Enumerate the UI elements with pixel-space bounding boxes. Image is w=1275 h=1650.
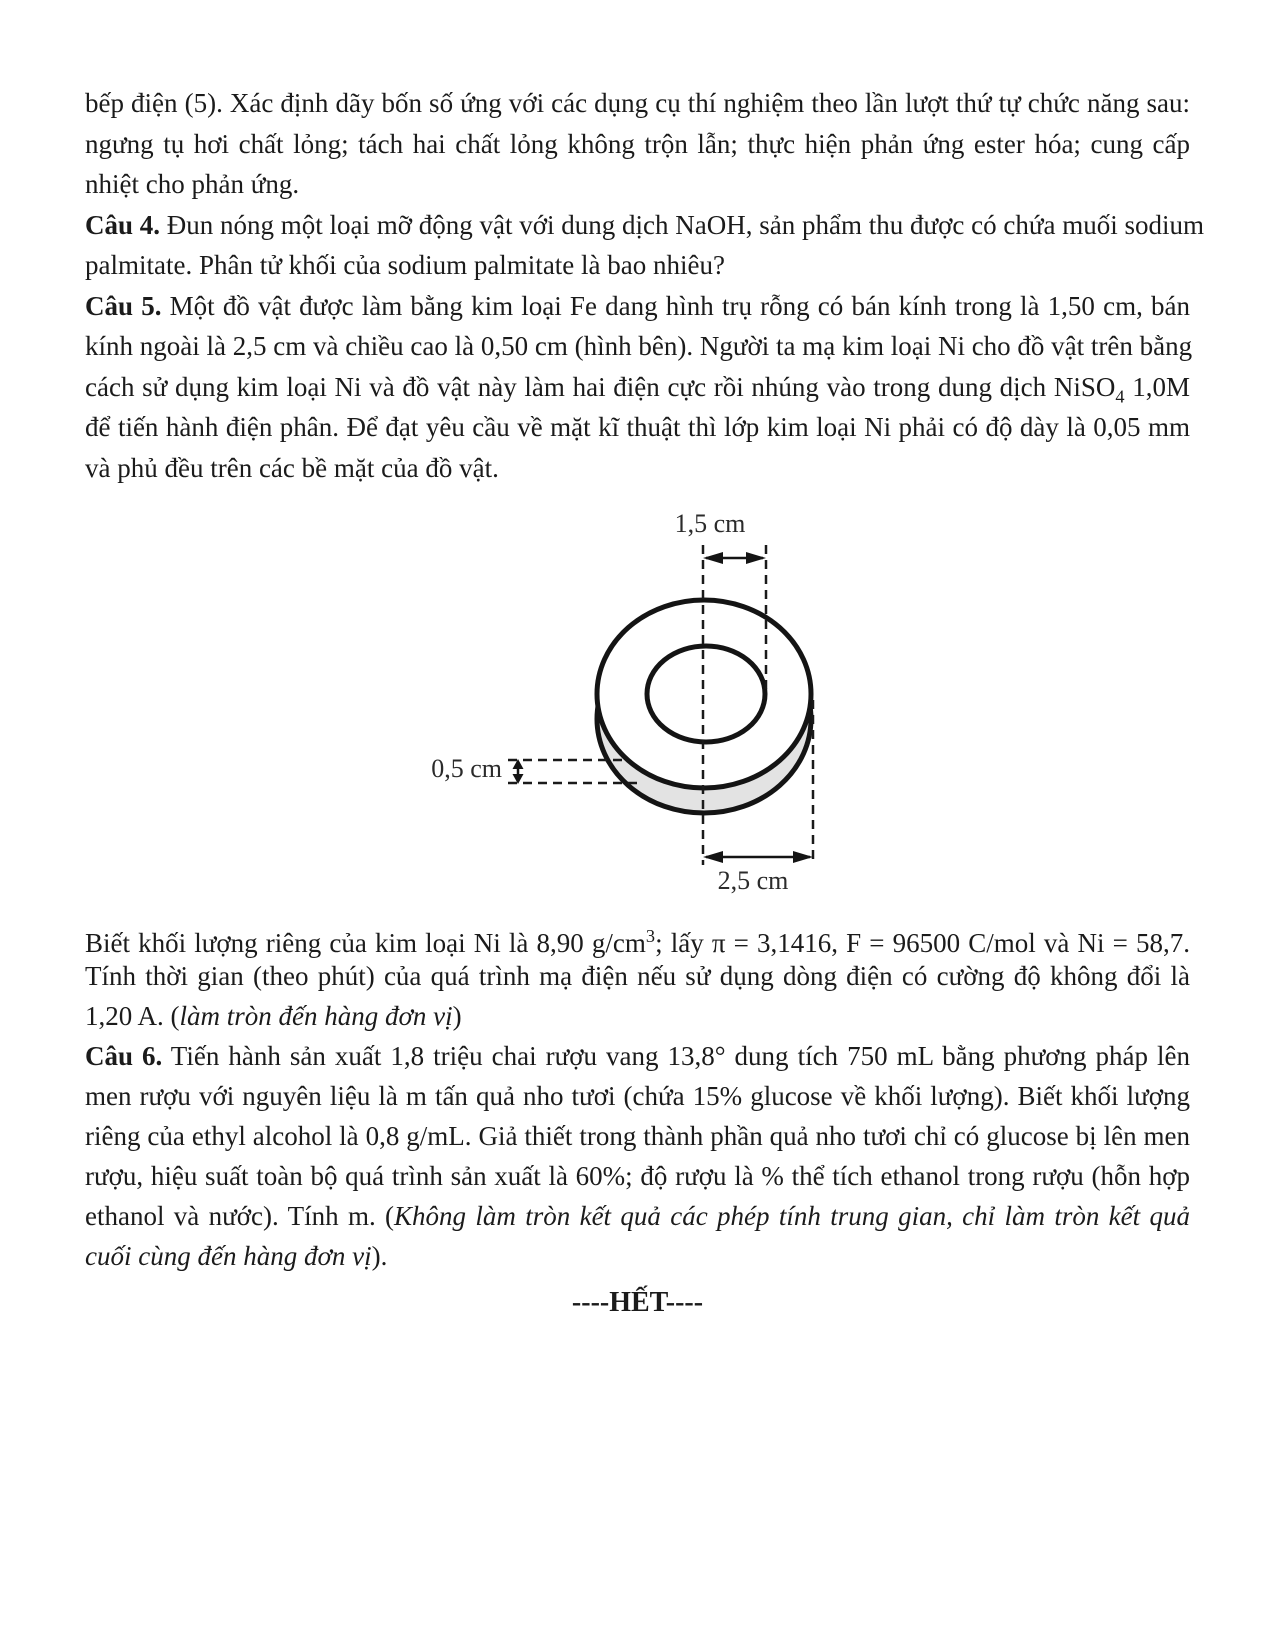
paragraph-text: Đun nóng một loại mỡ động vật với dung dịch NaOH, sản phẩm thu được có chứa muối sodium bbox=[160, 209, 1204, 240]
dim-label-inner-radius: 1,5 cm bbox=[674, 509, 746, 538]
text-line bbox=[85, 956, 1190, 996]
rounding-note-italic: Không làm tròn kết quả các phép tính trung gian, chỉ làm tròn kết quả bbox=[394, 1201, 1190, 1231]
text-line bbox=[85, 124, 1190, 165]
paragraph-text: Biết khối lượng riêng của kim loại Ni là 8,90 g/cm bbox=[85, 928, 646, 958]
arrowhead-right-icon bbox=[746, 552, 766, 564]
text-block-lower bbox=[85, 916, 1190, 1276]
arrowhead-right-icon bbox=[793, 851, 813, 863]
arrowhead-left-icon bbox=[703, 552, 723, 564]
text-line bbox=[85, 1076, 1190, 1116]
dim-label-outer-radius: 2,5 cm bbox=[717, 866, 789, 895]
paragraph-text: riêng của ethyl alcohol là 0,8 g/mL. Giả thiết trong thành phần quả nho tươi chỉ có glucose bị lên men bbox=[85, 1121, 1190, 1151]
paragraph-text: ethanol và nước). Tính m. ( bbox=[85, 1201, 395, 1231]
paragraph-text: bếp điện (5). Xác định dãy bốn số ứng với các dụng cụ thí nghiệm theo lần lượt thứ tự chức năng sau: bbox=[85, 88, 1190, 118]
text-line bbox=[85, 1196, 1190, 1236]
paragraph-text: và phủ đều trên các bề mặt của đồ vật. bbox=[85, 452, 499, 483]
text-line bbox=[85, 1116, 1190, 1156]
paragraph-text: 1,0M bbox=[1124, 371, 1190, 402]
question-4-label: Câu 4. bbox=[85, 209, 161, 240]
text-line bbox=[85, 245, 1190, 286]
paragraph-text: men rượu với nguyên liệu là m tấn quả nho tươi (chứa 15% glucose về khối lượng). Biết khối lượng bbox=[85, 1081, 1190, 1111]
paragraph-text: Tính thời gian (theo phút) của quá trình mạ điện nếu sử dụng dòng điện có cường độ không đổi là bbox=[85, 961, 1190, 991]
paragraph-text: để tiến hành điện phân. Để đạt yêu cầu về mặt kĩ thuật thì lớp kim loại Ni phải có độ dày là 0,05 mm bbox=[85, 412, 1190, 442]
text-line bbox=[85, 916, 1190, 956]
text-line bbox=[85, 326, 1193, 367]
paragraph-text: rượu, hiệu suất toàn bộ quá trình sản xuất là 60%; độ rượu là % thể tích ethanol trong rượu (hỗn hợp bbox=[85, 1161, 1190, 1191]
paragraph-text: Tiến hành sản xuất 1,8 triệu chai rượu vang 13,8° dung tích 750 mL bằng phương pháp lên bbox=[162, 1041, 1190, 1071]
text-line bbox=[85, 164, 1190, 205]
paragraph-text: cách sử dụng kim loại Ni và đồ vật này làm hai điện cực rồi nhúng vào trong dung dịch NiSO bbox=[85, 371, 1116, 402]
rounding-note-italic: làm tròn đến hàng đơn vị bbox=[179, 1001, 453, 1031]
chemical-subscript: 4 bbox=[1115, 385, 1125, 406]
text-line bbox=[85, 996, 1190, 1036]
text-line bbox=[85, 1036, 1190, 1076]
rounding-note-italic: cuối cùng đến hàng đơn vị bbox=[85, 1241, 372, 1271]
exponent-superscript: 3 bbox=[645, 926, 656, 946]
arrowhead-left-icon bbox=[703, 851, 723, 863]
washer-diagram bbox=[390, 460, 950, 900]
text-line bbox=[85, 1236, 1190, 1276]
washer-figure bbox=[390, 460, 950, 900]
text-line bbox=[85, 205, 1204, 246]
paragraph-text: kính ngoài là 2,5 cm và chiều cao là 0,50 cm (hình bên). Người ta mạ kim loại Ni cho đồ vật trên bằng bbox=[85, 331, 1193, 361]
text-line bbox=[85, 407, 1190, 448]
question-5-label: Câu 5. bbox=[85, 290, 162, 321]
paragraph-text: ). bbox=[371, 1241, 388, 1271]
paragraph-text: nhiệt cho phản ứng. bbox=[85, 169, 300, 199]
question-6-label: Câu 6. bbox=[85, 1041, 163, 1071]
end-of-exam-marker: ----HẾT---- bbox=[571, 1287, 704, 1318]
text-line bbox=[85, 367, 1190, 408]
paragraph-text: ; lấy π = 3,1416, F = 96500 C/mol và Ni = 58,7. bbox=[655, 928, 1190, 958]
text-line bbox=[85, 1156, 1190, 1196]
paragraph-text: 1,20 A. ( bbox=[85, 1001, 180, 1031]
paragraph-text: ) bbox=[452, 1001, 462, 1031]
paragraph-text: palmitate. Phân tử khối của sodium palmitate là bao nhiêu? bbox=[85, 250, 725, 280]
paragraph-text: Một đồ vật được làm bằng kim loại Fe dang hình trụ rỗng có bán kính trong là 1,50 cm, bán bbox=[161, 290, 1190, 321]
paragraph-text: ngưng tụ hơi chất lỏng; tách hai chất lỏng không trộn lẫn; thực hiện phản ứng ester hóa; cung cấp bbox=[85, 128, 1190, 159]
text-line bbox=[85, 83, 1190, 124]
text-block-upper bbox=[85, 83, 1204, 488]
dim-label-height: 0,5 cm bbox=[431, 754, 502, 783]
text-line bbox=[85, 286, 1190, 327]
washer-inner-hole bbox=[647, 646, 765, 742]
